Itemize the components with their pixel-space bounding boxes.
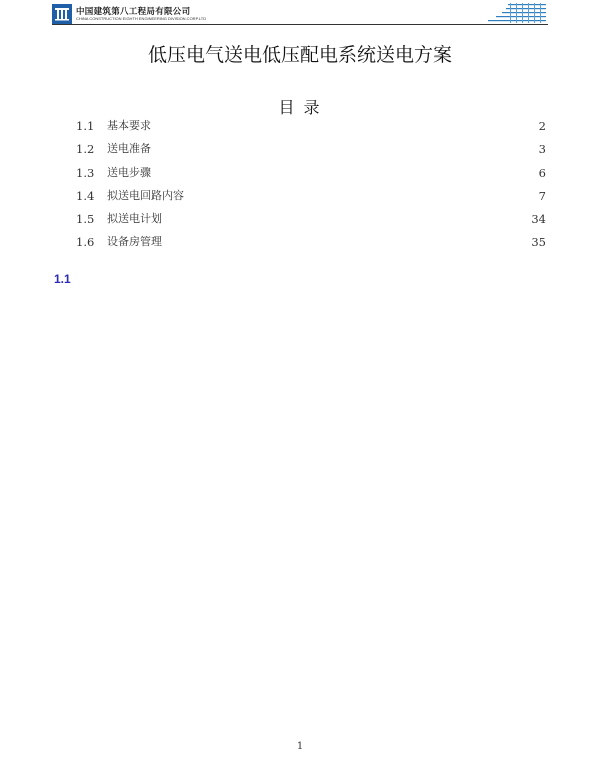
page-number: 1: [296, 741, 304, 752]
toc-entry-number: 1.2: [76, 142, 95, 157]
toc-entry-title: 拟送电回路内容: [107, 188, 184, 202]
toc-entry-page: 7: [538, 188, 546, 203]
toc-entry-page: 34: [531, 212, 546, 227]
toc-entry-title: 送电步骤: [107, 165, 151, 179]
toc-entry-page: 2: [538, 119, 546, 133]
company-name-cn: 中国建筑第八工程局有限公司: [76, 7, 191, 17]
toc-entry-title: 拟送电计划: [107, 212, 162, 226]
toc-entry[interactable]: [76, 139, 546, 162]
toc-entry-number: 1.5: [76, 212, 95, 227]
toc-entry-title: 送电准备: [107, 142, 151, 156]
toc-entry[interactable]: [76, 116, 546, 139]
toc-entry-number: 1.4: [76, 188, 95, 203]
header-divider: [52, 24, 548, 25]
toc-entry-page: 6: [538, 165, 546, 180]
toc-entry-title: 设备房管理: [107, 235, 162, 249]
toc-entry[interactable]: [76, 209, 546, 232]
table-of-contents: [76, 116, 546, 256]
toc-entry-page: 3: [538, 142, 546, 157]
building-lines-graphic: [480, 3, 548, 25]
toc-entry-number: 1.6: [76, 235, 95, 250]
toc-heading: 目 录: [278, 98, 322, 117]
company-logo-icon: [52, 4, 72, 24]
page-header: [52, 3, 548, 25]
toc-entry-title: 基本要求: [107, 119, 151, 132]
company-name-en: CHINA CONSTRUCTION EIGHTH ENGINEERING DIVISION.CORP.LTD: [76, 16, 207, 21]
section-heading: 1.1: [54, 272, 71, 286]
toc-entry[interactable]: [76, 163, 546, 186]
toc-entry-number: 1.3: [76, 165, 95, 180]
document-title: 低压电气送电低压配电系统送电方案: [147, 44, 452, 66]
toc-entry-page: 35: [531, 235, 546, 250]
toc-entry[interactable]: [76, 186, 546, 209]
toc-entry-number: 1.1: [76, 119, 95, 133]
toc-entry[interactable]: [76, 232, 546, 255]
